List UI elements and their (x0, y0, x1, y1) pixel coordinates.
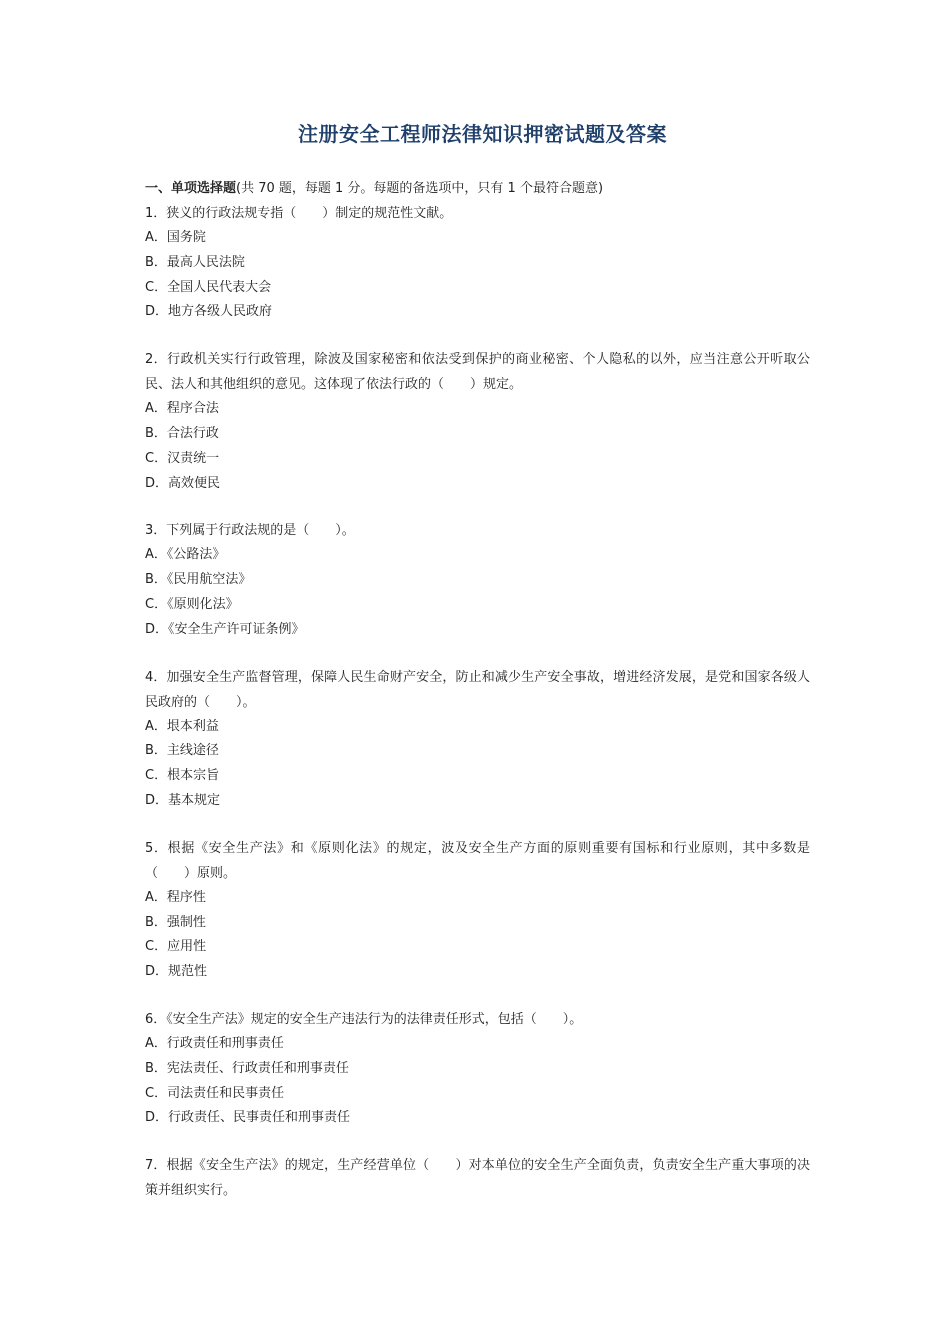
question-stem: 7．根据《安全生产法》的规定，生产经营单位（ ）对本单位的安全生产全面负责，负责安全生产重大事项的决策并组织实行。 (145, 1158, 810, 1199)
document-title: 注册安全工程师法律知识押密试题及答案 (298, 122, 667, 146)
question-stem: 2．行政机关实行行政管理，除波及国家秘密和依法受到保护的商业秘密、个人隐私的以外，应当注意公开听取公民、法人和其他组织的意见。这体现了依法行政的（ ）规定。 (145, 352, 810, 393)
option-b: B．合法行政 (145, 425, 219, 441)
question-stem: 5．根据《安全生产法》和《原则化法》的规定，波及安全生产方面的原则重要有国标和行业原则，其中多数是（ ）原则。 (145, 840, 810, 881)
question-stem: 4．加强安全生产监督管理，保障人民生命财产安全，防止和减少生产安全事故，增进经济发展，是党和国家各级人民政府的（ ）。 (145, 669, 810, 710)
document-page (145, 118, 810, 1225)
option-b: B．《民用航空法》 (145, 572, 252, 588)
section-label: 一、单项选择题 (145, 181, 237, 196)
option-b: B．主线途径 (145, 743, 219, 759)
option-a: A．程序性 (145, 889, 206, 905)
option-c: C．司法责任和民事责任 (145, 1085, 285, 1101)
option-d: D．地方各级人民政府 (145, 304, 273, 320)
question-7 (145, 1153, 810, 1203)
option-c: C．全国人民代表大会 (145, 279, 272, 295)
option-c: C．根本宗旨 (145, 768, 220, 784)
option-d: D．行政责任、民事责任和刑事责任 (145, 1110, 351, 1126)
option-a: A．国务院 (145, 230, 206, 245)
question-4 (145, 665, 810, 814)
question-5 (145, 836, 810, 985)
section-header (145, 176, 810, 201)
question-1 (145, 201, 810, 325)
option-b: B．宪法责任、行政责任和刑事责任 (145, 1060, 349, 1076)
question-stem: 6．《安全生产法》规定的安全生产违法行为的法律责任形式，包括（ ）。 (145, 1011, 583, 1027)
option-c: C．应用性 (145, 939, 207, 955)
option-b: B．强制性 (145, 914, 206, 930)
option-c: C．汉责统一 (145, 450, 220, 466)
question-6 (145, 1007, 810, 1131)
option-a: A．程序合法 (145, 401, 219, 417)
option-a: A．垠本利益 (145, 718, 219, 734)
option-c: C．《原则化法》 (145, 596, 239, 612)
option-d: D．基本规定 (145, 792, 221, 808)
option-a: A．《公路法》 (145, 547, 226, 563)
option-a: A．行政责任和刑事责任 (145, 1035, 284, 1051)
option-b: B．最高人民法院 (145, 254, 245, 270)
option-d: D．规范性 (145, 964, 208, 980)
section-note: (共 70 题，每题 1 分。每题的备选项中，只有 1 个最符合题意) (236, 181, 604, 196)
question-2 (145, 347, 810, 496)
question-stem: 1．狭义的行政法规专指（ ）制定的规范性文献。 (145, 206, 453, 221)
option-d: D．《安全生产许可证条例》 (145, 621, 305, 637)
option-d: D．高效便民 (145, 475, 221, 491)
question-stem: 3．下列属于行政法规的是（ ）。 (145, 523, 355, 539)
question-3 (145, 518, 810, 642)
